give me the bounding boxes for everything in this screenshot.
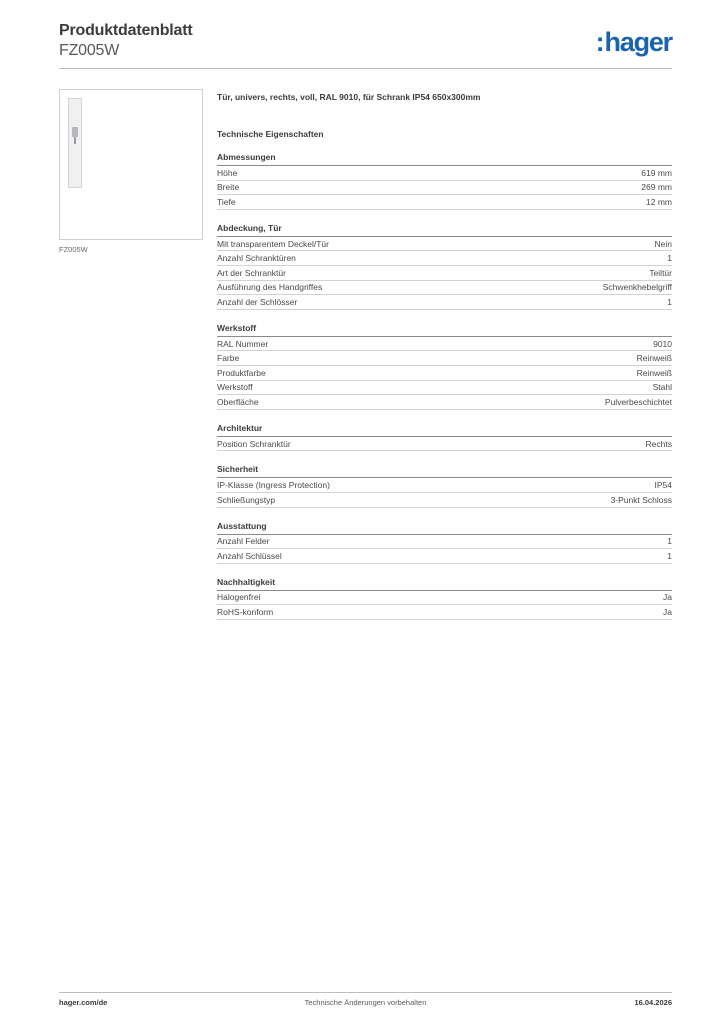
property-label: RAL Nummer (217, 338, 269, 349)
property-row (217, 535, 672, 550)
property-value: 3-Punkt Schloss (610, 494, 672, 505)
property-row (217, 266, 672, 281)
property-row (217, 195, 672, 210)
cabinet-door-icon (68, 98, 82, 188)
property-value: Nein (654, 238, 672, 249)
property-row (217, 281, 672, 296)
section-title: Abmessungen (217, 152, 672, 166)
section-nachhaltigkeit (217, 577, 672, 620)
property-row (217, 337, 672, 352)
page-header (59, 22, 672, 68)
property-label: Halogenfrei (217, 592, 261, 603)
property-label: Anzahl der Schlösser (217, 296, 298, 307)
property-value: 269 mm (641, 182, 672, 193)
logo-colon-mark: : (595, 27, 604, 57)
product-image-caption: FZ005W (59, 245, 88, 254)
property-value: Stahl (652, 382, 672, 393)
property-label: Position Schranktür (217, 438, 291, 449)
property-row (217, 395, 672, 410)
property-row (217, 295, 672, 310)
property-row (217, 166, 672, 181)
hager-logo (596, 27, 672, 58)
property-row (217, 605, 672, 620)
property-value: 1 (667, 296, 672, 307)
technical-properties-heading: Technische Eigenschaften (217, 129, 324, 139)
property-row (217, 251, 672, 266)
product-image (59, 89, 203, 240)
section-werkstoff (217, 323, 672, 410)
property-label: Oberfläche (217, 396, 259, 407)
page-footer (59, 998, 672, 1010)
section-ausstattung (217, 521, 672, 564)
property-label: RoHS-konform (217, 607, 274, 618)
section-title: Sicherheit (217, 464, 672, 478)
logo-text: hager (604, 27, 672, 57)
property-value: 9010 (653, 338, 672, 349)
footer-date: 16.04.2026 (634, 998, 672, 1007)
section-title: Architektur (217, 423, 672, 437)
property-row (217, 181, 672, 196)
property-value: Reinweiß (636, 353, 672, 364)
property-value: 1 (667, 550, 672, 561)
property-row (217, 237, 672, 252)
footer-website: hager.com/de (59, 998, 108, 1007)
product-description: Tür, univers, rechts, voll, RAL 9010, für Schrank IP54 650x300mm (217, 92, 481, 102)
property-value: 1 (667, 536, 672, 547)
property-label: Anzahl Felder (217, 536, 270, 547)
property-value: Reinweiß (636, 367, 672, 378)
property-row (217, 381, 672, 396)
property-row (217, 493, 672, 508)
property-value: Rechts (645, 438, 672, 449)
section-title: Nachhaltigkeit (217, 577, 672, 591)
property-label: Anzahl Schlüssel (217, 550, 282, 561)
section-sicherheit (217, 464, 672, 507)
section-title: Abdeckung, Tür (217, 223, 672, 237)
section-title: Ausstattung (217, 521, 672, 535)
property-label: Schließungstyp (217, 494, 276, 505)
header-divider (59, 68, 672, 69)
property-value: 619 mm (641, 167, 672, 178)
footer-divider (59, 992, 672, 993)
property-value: 12 mm (646, 196, 672, 207)
section-abmessungen (217, 152, 672, 210)
property-label: Ausführung des Handgriffes (217, 282, 323, 293)
property-row (217, 478, 672, 493)
section-abdeckung-tür (217, 223, 672, 310)
document-title: Produktdatenblatt (59, 22, 193, 39)
property-value: 1 (667, 253, 672, 264)
property-value: Teiltür (649, 267, 672, 278)
product-details (217, 92, 672, 620)
property-value: Ja (663, 607, 672, 618)
property-value: IP54 (654, 480, 672, 491)
property-row (217, 351, 672, 366)
property-label: Anzahl Schranktüren (217, 253, 296, 264)
property-value: Schwenkhebelgriff (602, 282, 672, 293)
property-label: Werkstoff (217, 382, 253, 393)
property-row (217, 437, 672, 452)
property-label: IP-Klasse (Ingress Protection) (217, 480, 330, 491)
property-row (217, 549, 672, 564)
property-row (217, 366, 672, 381)
footer-notice: Technische Änderungen vorbehalten (304, 998, 427, 1007)
property-label: Art der Schranktür (217, 267, 286, 278)
property-label: Höhe (217, 167, 238, 178)
property-value: Ja (663, 592, 672, 603)
property-value: Pulverbeschichtet (604, 396, 672, 407)
property-label: Tiefe (217, 196, 236, 207)
section-title: Werkstoff (217, 323, 672, 337)
property-label: Breite (217, 182, 240, 193)
section-architektur (217, 423, 672, 452)
product-code: FZ005W (59, 42, 120, 59)
property-label: Produktfarbe (217, 367, 266, 378)
property-label: Farbe (217, 353, 240, 364)
property-label: Mit transparentem Deckel/Tür (217, 238, 329, 249)
property-row (217, 591, 672, 606)
property-sections (217, 152, 672, 620)
